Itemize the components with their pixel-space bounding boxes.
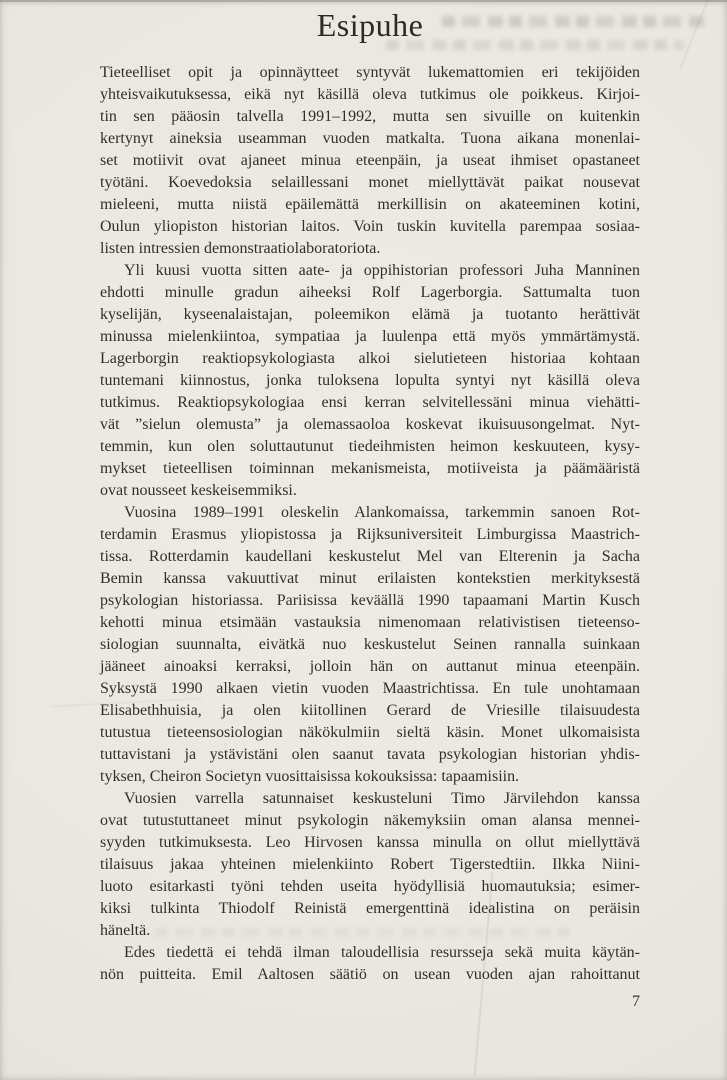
- text-line: ovat tutustuttaneet minut psykologin näkemyksiin oman alansa mennei-: [100, 812, 640, 829]
- text-line: tuntemani kiinnostus, jonka tuloksena lopulta syntyi nyt käsillä oleva: [100, 372, 640, 389]
- preface-body: [100, 62, 640, 986]
- text-line: tilaisuus jakaa yhteinen mielenkiinto Robert Tigerstedtiin. Ilkka Niini-: [100, 856, 640, 873]
- text-line: häneltä.: [100, 922, 151, 939]
- text-line: tutustua tieteensosiologian näkökulmiin sieltä käsin. Monet ulkomaisista: [100, 724, 640, 741]
- text-line: Vuosien varrella satunnaiset keskusteluni Timo Järvilehdon kanssa: [124, 790, 640, 807]
- text-line: vät ”sielun olemusta” ja olemassaoloa koskevat ikuisuusongelmat. Nyt-: [100, 416, 640, 433]
- text-line: siologian suunnalta, eivätkä nuo keskustelut Seinen rannalla suinkaan: [100, 636, 640, 653]
- paper-crease: [679, 0, 709, 69]
- text-line: ehdotti minulle gradun aiheeksi Rolf Lagerborgia. Sattumalta tuon: [100, 284, 640, 301]
- text-line: nön puitteita. Emil Aaltosen säätiö on usean vuoden ajan rahoittanut: [100, 966, 640, 983]
- text-line: kyselijän, kyseenalaistajan, poleemikon elämä ja tuotanto herättivät: [100, 306, 640, 323]
- text-line: Oulun yliopiston historian laitos. Voin tuskin kuvitella parempaa sosiaa-: [100, 218, 640, 235]
- text-line: tutkimus. Reaktiopsykologiaa ensi kerran selvitellessäni minua viehätti-: [100, 394, 640, 411]
- text-line: set motiivit ovat ajaneet minua eteenpäin, ja useat ihmiset opastaneet: [100, 152, 640, 169]
- text-line: kehotti minua etsimään vastauksia nimenomaan relativistisen tieteenso-: [100, 614, 640, 631]
- text-line: terdamin Erasmus yliopistossa ja Rijksuniversiteit Limburgissa Maastrich-: [100, 526, 640, 543]
- text-line: työtäni. Koevedoksia selaillessani monet miellyttävät paikat nousevat: [100, 174, 640, 191]
- text-line: Bemin kanssa vakuuttivat minut erilaisten kontekstien merkityksestä: [100, 570, 640, 587]
- text-column: [100, 6, 640, 986]
- text-line: tuttavistani ja ystävistäni olen saanut tavata psykologian historian yhdis-: [100, 746, 640, 763]
- scan-edge: [0, 0, 727, 2]
- text-line: Syksystä 1990 alkaen vietin vuoden Maastrichtissa. En tule unohtamaan: [100, 680, 640, 697]
- text-line: luoto esitarkasti työni tehden useita hyödyllisiä huomautuksia; esimer-: [100, 878, 640, 895]
- text-line: tissa. Rotterdamin kaudellani keskustelut Mel van Elterenin ja Sacha: [100, 548, 640, 565]
- text-line: Edes tiedettä ei tehdä ilman taloudellisia resursseja sekä muita käytän-: [124, 944, 640, 961]
- text-line: Lagerborgin reaktiopsykologiasta alkoi sielutieteen historiaa kohtaan: [100, 350, 640, 367]
- text-line: tin sen pääosin talvella 1991–1992, mutta sen sivuille on kuitenkin: [100, 108, 640, 125]
- text-line: listen intressien demonstraatiolaboratoriota.: [100, 240, 381, 257]
- text-line: kiksi tulkinta Thiodolf Reinistä emergenttinä idealistina on peräisin: [100, 900, 640, 917]
- text-line: Vuosina 1989–1991 oleskelin Alankomaissa, tarkemmin sanoen Rot-: [124, 504, 640, 521]
- text-line: mykset tieteellisen toiminnan mekanismeista, motiiveista ja päämääristä: [100, 460, 640, 477]
- text-line: temmin, kun olen soluttautunut tiedeihmisten heimon keskuuteen, kysy-: [100, 438, 640, 455]
- page-number: 7: [632, 993, 640, 1010]
- text-line: Elisabethhuisia, ja olen kiitollinen Gerard de Vriesille tilaisuudesta: [100, 702, 640, 719]
- text-line: tyksen, Cheiron Societyn vuosittaisissa kokouksissa: tapaamisiin.: [100, 768, 520, 785]
- text-line: mieleeni, mutta niistä epäilemättä merkillisin on akateeminen kotini,: [100, 196, 640, 213]
- text-line: syyden tutkimuksesta. Leo Hirvosen kanssa minulla on ollut miellyttävä: [100, 834, 640, 851]
- text-line: Yli kuusi vuotta sitten aate- ja oppihistorian professori Juha Manninen: [124, 262, 640, 279]
- text-line: psykologian historiassa. Pariisissa keväällä 1990 tapaamani Martin Kusch: [100, 592, 640, 609]
- text-line: Tieteelliset opit ja opinnäytteet syntyvät lukemattomien eri tekijöiden: [100, 64, 640, 81]
- text-line: kertynyt aineksia useamman vuoden matkalta. Tuona aikana monenlai-: [100, 130, 640, 147]
- text-line: jääneet ainoaksi kerraksi, jolloin hän on auttanut minua eteenpäin.: [100, 658, 640, 675]
- text-line: yhteisvaikutuksessa, eikä nyt käsillä oleva tutkimus ole poikkeus. Kirjoi-: [100, 86, 640, 103]
- page-title: Esipuhe: [316, 7, 424, 43]
- text-line: ovat nousseet keskeisemmiksi.: [100, 482, 297, 499]
- text-line: minussa mielenkiintoa, sympatiaa ja luulenpa että myös ymmärtämystä.: [100, 328, 640, 345]
